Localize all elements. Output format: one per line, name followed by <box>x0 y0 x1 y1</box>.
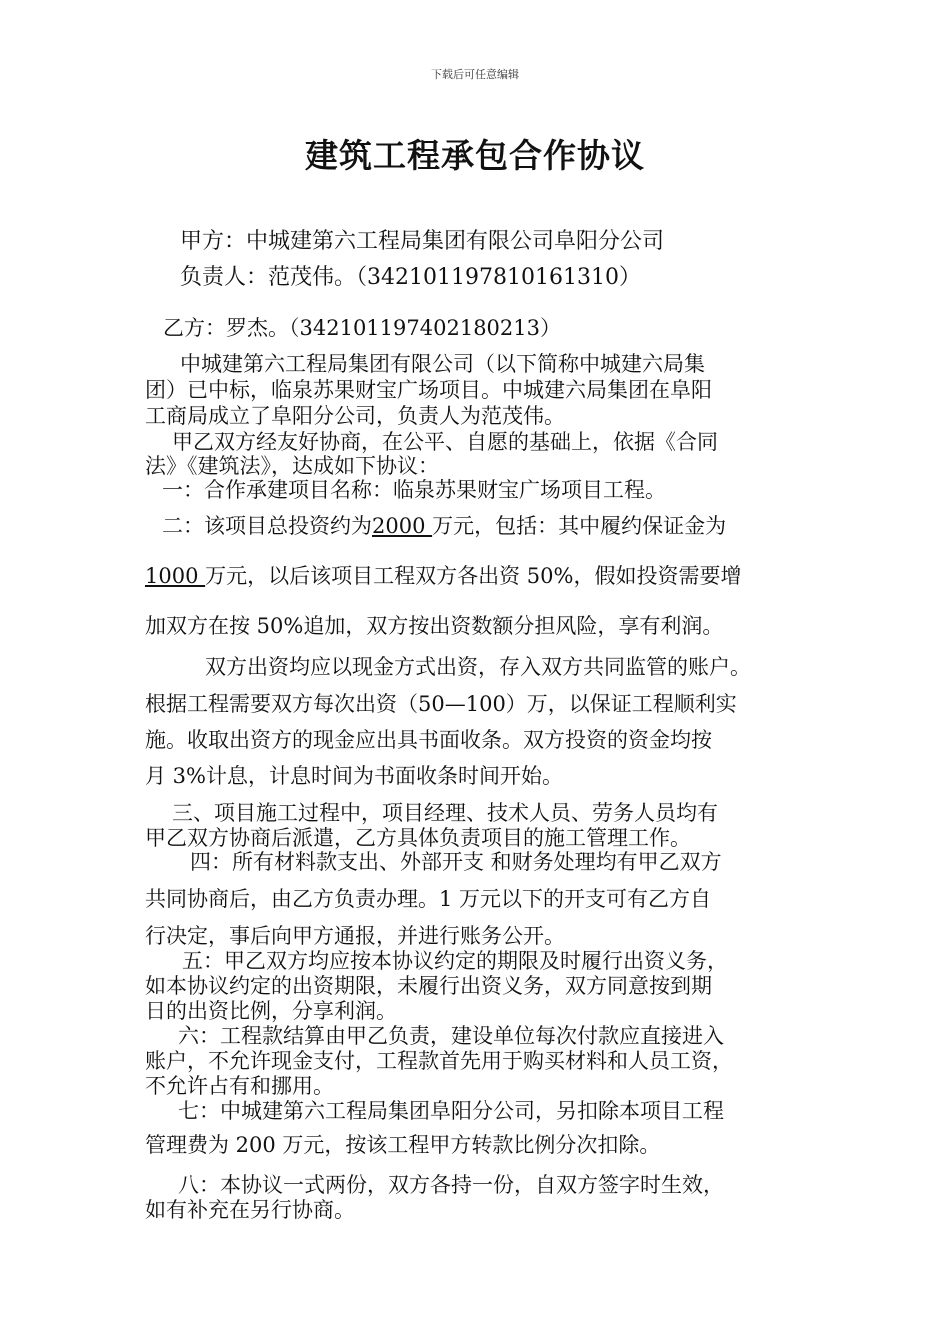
clause-1: 一：合作承建项目名称：临泉苏果财宝广场项目工程。 <box>162 478 666 502</box>
clause-5: 五：甲乙双方均应按本协议约定的期限及时履行出资义务， <box>182 949 728 973</box>
paragraph-line: 工商局成立了阜阳分公司，负责人为范茂伟。 <box>145 404 565 428</box>
paragraph-line: 施。收取出资方的现金应出具书面收条。双方投资的资金均按 <box>145 728 712 752</box>
paragraph-line: 根据工程需要双方每次出资（50—100）万，以保证工程顺利实 <box>145 692 737 716</box>
paragraph-line: 管理费为 200 万元，按该工程甲方转款比例分次扣除。 <box>145 1133 661 1157</box>
clause-2-prefix: 二：该项目总投资约为 <box>162 514 372 538</box>
party-a-representative: 负责人：范茂伟。（342101197810161310） <box>180 265 641 290</box>
clause-3: 三、项目施工过程中，项目经理、技术人员、劳务人员均有 <box>172 801 718 825</box>
paragraph-line: 不允许占有和挪用。 <box>145 1074 334 1098</box>
paragraph-line: 日的出资比例，分享利润。 <box>145 999 397 1023</box>
paragraph-line: 加双方在按 50%追加，双方按出资数额分担风险，享有利润。 <box>145 614 724 638</box>
clause-2-line-2 <box>145 560 815 590</box>
paragraph-line: 账户，不允许现金支付，工程款首先用于购买材料和人员工资， <box>145 1049 733 1073</box>
paragraph-line: 如有补充在另行协商。 <box>145 1198 355 1222</box>
paragraph-line: 双方出资均应以现金方式出资，存入双方共同监管的账户。 <box>205 655 751 679</box>
document-title: 建筑工程承包合作协议 <box>305 136 645 175</box>
total-investment-amount: 2000 <box>372 514 433 538</box>
paragraph-line: 团）已中标，临泉苏果财宝广场项目。中城建六局集团在阜阳 <box>145 378 712 402</box>
header-note: 下载后可任意编辑 <box>431 68 519 81</box>
party-b-line: 乙方：罗杰。（342101197402180213） <box>163 316 561 340</box>
clause-4: 四：所有材料款支出、外部开支 和财务处理均有甲乙双方 <box>190 850 722 874</box>
paragraph-line: 行决定，事后向甲方通报，并进行账务公开。 <box>145 924 565 948</box>
paragraph-line: 如本协议约定的出资期限，未履行出资义务，双方同意按到期 <box>145 974 712 998</box>
clause-2-rest-2: 万元，以后该项目工程双方各出资 50%，假如投资需要增 <box>205 564 742 588</box>
clause-8: 八：本协议一式两份，双方各持一份，自双方签字时生效， <box>178 1173 724 1197</box>
deposit-amount: 1000 <box>145 564 206 588</box>
paragraph-line: 中城建第六工程局集团有限公司（以下简称中城建六局集 <box>180 352 705 376</box>
clause-2-rest: 万元，包括：其中履约保证金为 <box>432 514 727 538</box>
paragraph-line: 月 3%计息，计息时间为书面收条时间开始。 <box>145 764 563 788</box>
party-a-line: 甲方：中城建第六工程局集团有限公司阜阳分公司 <box>180 229 665 254</box>
paragraph-line: 共同协商后，由乙方负责办理。1 万元以下的开支可有乙方自 <box>145 887 712 911</box>
clause-6: 六：工程款结算由甲乙负责，建设单位每次付款应直接进入 <box>178 1024 724 1048</box>
clause-2-line-1 <box>162 510 832 540</box>
paragraph-line: 甲乙双方协商后派遣，乙方具体负责项目的施工管理工作。 <box>145 826 691 850</box>
paragraph-line: 法》《建筑法》，达成如下协议： <box>145 454 439 478</box>
paragraph-line: 甲乙双方经友好协商，在公平、自愿的基础上，依据《合同 <box>172 430 718 454</box>
clause-7: 七：中城建第六工程局集团阜阳分公司，另扣除本项目工程 <box>178 1099 724 1123</box>
